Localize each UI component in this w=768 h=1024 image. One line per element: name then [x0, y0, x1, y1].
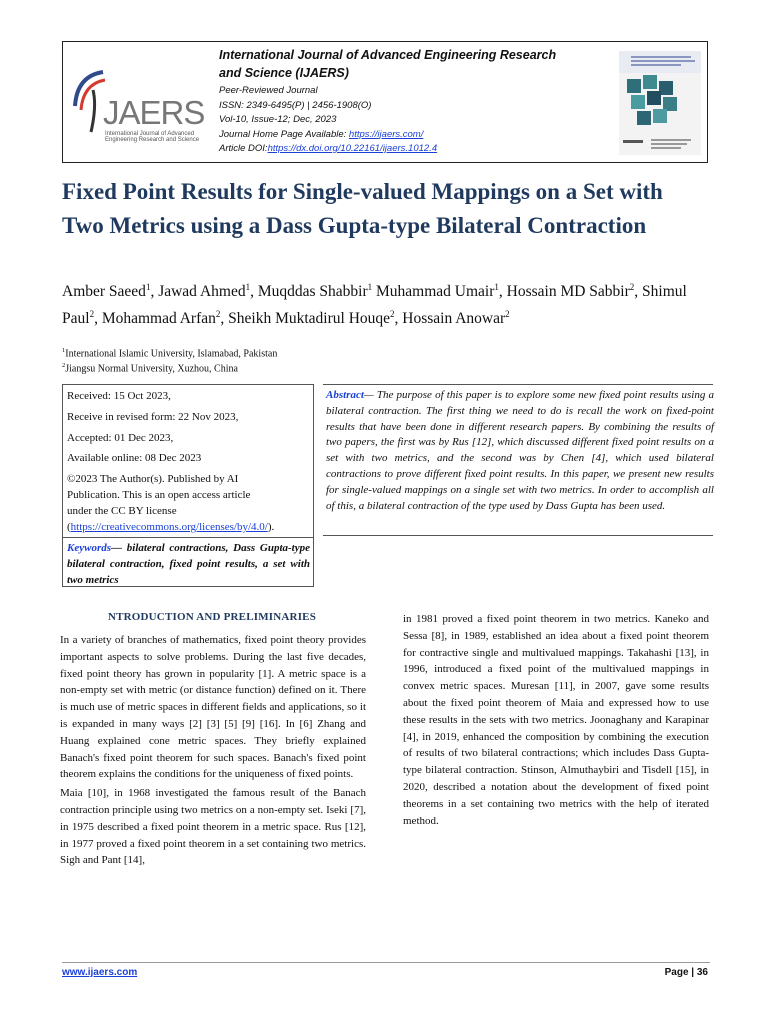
author: Shimul Paul [62, 283, 687, 328]
license-line [67, 519, 311, 535]
journal-info [219, 45, 557, 157]
doi-label: Article DOI: [219, 143, 268, 154]
copyright-line2: Publication. This is an open access article [67, 489, 251, 501]
keywords-label: Keywords [67, 542, 111, 554]
author-separator: , [94, 310, 102, 328]
logo-subtitle: International Journal of Advanced Engineering Research and Science [105, 131, 200, 143]
author: Jawad Ahmed [158, 283, 246, 301]
received-date: Received: 15 Oct 2023, [67, 390, 171, 402]
affiliation-number: 2 [62, 362, 66, 369]
author-list [62, 276, 722, 330]
author: Muhammad Umair [376, 283, 495, 301]
affiliation-text: International Islamic University, Islamabad, Pakistan [65, 348, 278, 360]
doi-line [219, 142, 479, 157]
section-heading: NTRODUCTION AND PRELIMINARIES [107, 611, 317, 623]
author: Hossain MD Sabbir [506, 283, 630, 301]
author: Muqddas Shabbir [257, 283, 368, 301]
cover-title-graphic [631, 55, 697, 69]
journal-logo [67, 66, 207, 146]
abstract [326, 388, 714, 514]
author-separator: , [634, 283, 643, 301]
page-number: Page | 36 [664, 967, 708, 978]
author-affiliation: 2 [215, 309, 221, 320]
intro-paragraph-2: Maia [10], in 1968 investigated the famous result of the Banach contraction principle using two metrics on a non-empty set. Iseki [7], in 1975 described a fixed point theorem in a metric space. Rus [12], in 1977 proved a fixed point theorem in a set containing two metrics. Sigh and Pant [14], [60, 787, 366, 867]
cover-footer-graphic [623, 137, 697, 151]
author-affiliation: 2 [505, 309, 510, 320]
intro-paragraph-1: In a variety of branches of mathematics, fixed point theory provides important aspects to solve problems. During the last five decades, fixed point theory has grown in popularity [1]. A metric space is a non-empty set with metric (or distance function) defined on it. There is much use of metric spaces in different fields and applications, so it is expanded in many ways [2] [3] [5] [9] [16]. In [6] Zhang and Huang explained cone metric spaces. They briefly explained Banach's fixed point theorem for such spaces. Banach's fixed point theorem explains the conditions for the uniqueness of fixed points. [60, 634, 366, 781]
intro-paragraph-3: in 1981 proved a fixed point theorem in two metrics. Kaneko and Sessa [8], in 1989, established an idea about a fixed point theorem for contractive single and multivalued mappings. Takahashi [13], in 1996, introduced a fixed point of the multivalued mappings in convex metric spaces. Muresan [11], in 2007, gave some results about the fixed point theorem of Maia and expressed how to use these results in the sets with two metrics. Joonaghany and Karapinar [4], in 2019, enhanced the composition by combining the execution of results of two bilateral contractions; which includes Dass Gupta-type bilateral contraction. Stinson, Almuthaybiri and Tisdell [15], in 2020, described a notation about the development of fixed point theorems in a set containing two metrics with the help of iterated method. [403, 613, 709, 827]
journal-cover-image [619, 51, 701, 155]
author-affiliation: 1 [494, 282, 499, 292]
copyright-line3: under the CC BY license [67, 505, 177, 517]
author-separator: , [250, 283, 258, 301]
author-separator: , [394, 310, 403, 328]
homepage-line [219, 128, 479, 143]
homepage-link[interactable]: https://ijaers.com/ [348, 128, 424, 140]
online-date: Available online: 08 Dec 2023 [67, 452, 202, 464]
author: Sheikh Muktadirul Houqe [228, 310, 391, 328]
author-affiliation: 1 [245, 282, 251, 292]
license-paren-open: ( [67, 521, 71, 533]
doi-link[interactable]: https://dx.doi.org/10.22161/ijaers.1012.4 [267, 143, 438, 154]
author-affiliation: 1 [367, 282, 373, 292]
author: Amber Saeed [62, 283, 146, 301]
footer-website-link[interactable]: www.ijaers.com [62, 967, 138, 978]
license-link[interactable]: https://creativecommons.org/licenses/by/4.0/ [70, 521, 268, 533]
author-affiliation: 1 [145, 282, 151, 292]
author-affiliation: 2 [629, 282, 635, 292]
affiliation-text: Jiangsu Normal University, Xuzhou, China [65, 363, 238, 375]
journal-header [62, 41, 708, 163]
paper-title: Fixed Point Results for Single-valued Mappings on a Set with Two Metrics using a Dass Gupta-type Bilateral Contraction [62, 179, 663, 238]
keywords-text: bilateral contractions, Dass Gupta-type bilateral contraction, fixed point results, a set with two metrics [67, 542, 311, 586]
author-affiliation: 2 [390, 309, 395, 320]
license-paren-close: ). [267, 521, 275, 533]
author-separator: , [220, 310, 229, 328]
left-column [60, 632, 366, 871]
affiliation-1 [62, 344, 662, 360]
author-separator: , [150, 283, 159, 301]
cover-art-icon [625, 73, 683, 133]
author: Hossain Anowar [402, 310, 506, 328]
revised-date: Receive in revised form: 22 Nov 2023, [67, 411, 239, 423]
article-info-box [62, 384, 314, 587]
abstract-text: The purpose of this paper is to explore some new fixed point results using a bilateral contraction. The first thing we need to do is recall the work on fixed-point results that have been done in different research papers. By combining the results of two papers, the first was by Rus [12], which discussed different fixed point results on a set with two metrics, and the second was by Chen [4], which used bilateral contractions to prove different fixed point results. In this paper, we present new results for single-valued mappings on a single set with two metrics. In order to accomplish all of this, a bilateral contraction of the type used by Dass Gupta has been used. [326, 389, 715, 512]
author-affiliation: 2 [89, 309, 95, 320]
volume-issue: Vol-10, Issue-12; Dec, 2023 [219, 114, 337, 125]
journal-title-line1: International Journal of Advanced Engineering Research [219, 48, 557, 62]
abstract-box [323, 384, 713, 536]
homepage-label: Journal Home Page Available: [219, 128, 349, 140]
right-column [403, 611, 709, 831]
logo-wordmark: JAERS [103, 94, 205, 131]
journal-title-line2: and Science (IJAERS) [219, 66, 349, 80]
info-divider [63, 537, 313, 538]
footer-divider [62, 962, 710, 963]
abstract-dash: — [363, 389, 377, 401]
issn: ISSN: 2349-6495(P) | 2456-1908(O) [219, 99, 372, 111]
peer-reviewed: Peer-Reviewed Journal [219, 85, 318, 96]
abstract-label: Abstract [326, 389, 364, 401]
accepted-date: Accepted: 01 Dec 2023, [67, 432, 174, 444]
keywords [67, 540, 310, 588]
author-separator: , [498, 283, 507, 301]
affiliation-number: 1 [62, 347, 66, 354]
copyright-line1: ©2023 The Author(s). Published by AI [67, 473, 239, 485]
keywords-dash: — [111, 542, 127, 554]
affiliation-2 [62, 359, 662, 375]
author: Mohammad Arfan [101, 310, 216, 328]
